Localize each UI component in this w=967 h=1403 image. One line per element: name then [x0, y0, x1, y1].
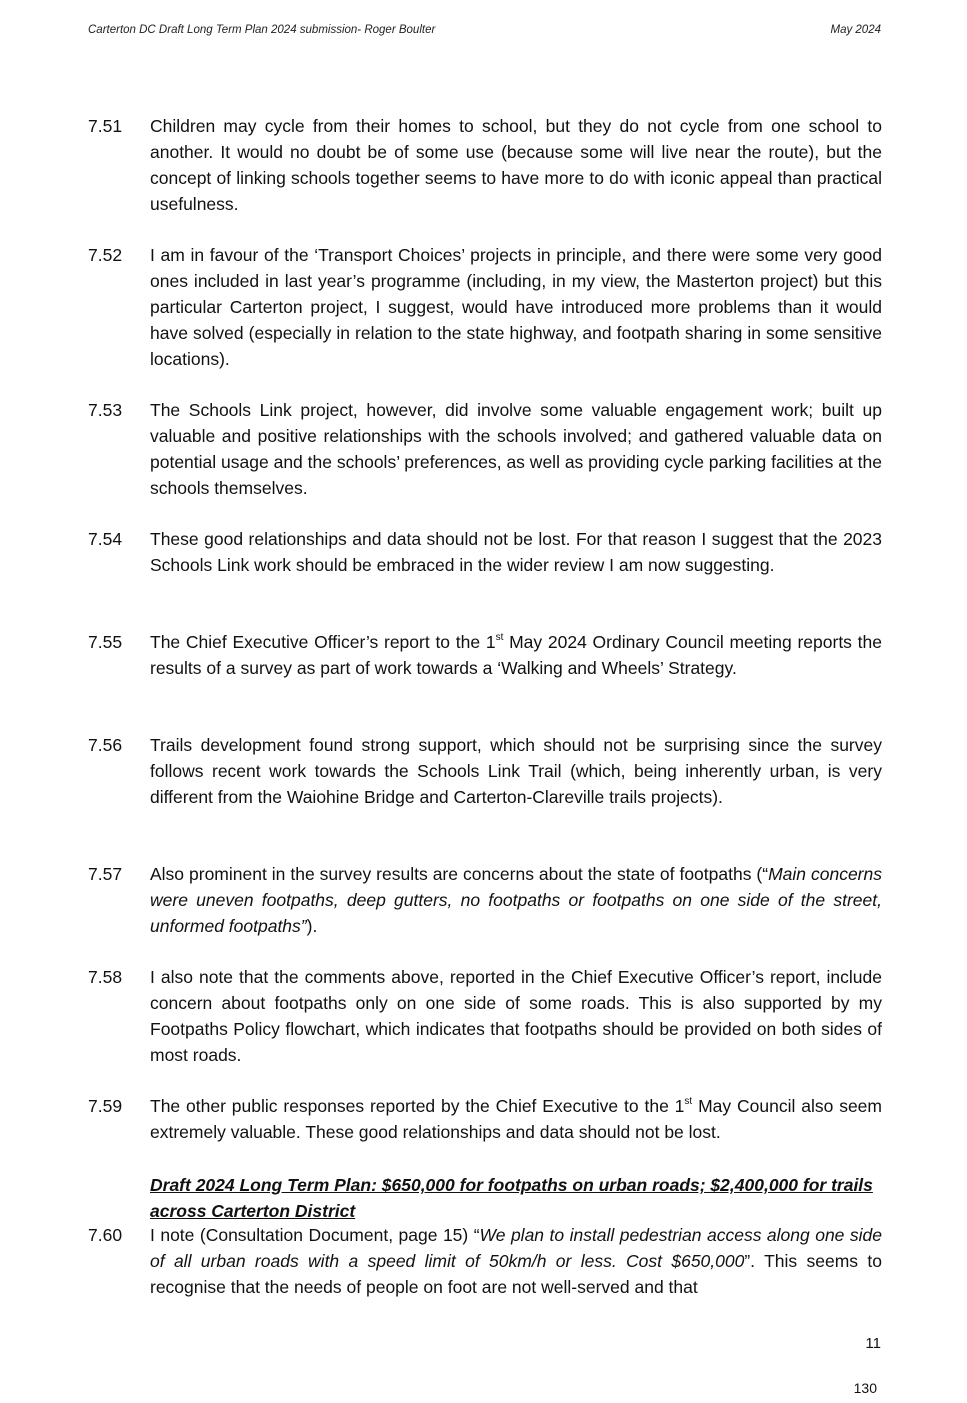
paragraph-7-52: [88, 242, 882, 372]
paragraph-7-54: [88, 526, 882, 578]
paragraph-text: Also prominent in the survey results are concerns about the state of footpaths (“Main concerns were uneven footpaths, deep gutters, no footpaths or footpaths on one side of the street, unformed footpaths”).: [150, 864, 882, 936]
paragraph-text: Trails development found strong support, which should not be surprising since the survey follows recent work towards the Schools Link Trail (which, being inherently urban, is very different from the Waiohine Bridge and Carterton-Clareville trails projects).: [150, 735, 882, 807]
paragraph-text: The Chief Executive Officer’s report to the 1st May 2024 Ordinary Council meeting reports the results of a survey as part of work towards a ‘Walking and Wheels’ Strategy.: [150, 632, 882, 678]
paragraph-text: I note (Consultation Document, page 15) “We plan to install pedestrian access along one side of all urban roads with a speed limit of 50km/h or less. Cost $650,000”. This seems to recognise that the needs of people on foot are not well-served and that: [150, 1225, 882, 1297]
paragraph-text: These good relationships and data should not be lost. For that reason I suggest that the 2023 Schools Link work should be embraced in the wider review I am now suggesting.: [150, 529, 882, 575]
paragraph-text: I am in favour of the ‘Transport Choices’ projects in principle, and there were some very good ones included in last year’s programme (including, in my view, the Masterton project) but this particular Carterton project, I suggest, would have introduced more problems than it would have solved (especially in relation to the state highway, and footpath sharing in some sensitive locations).: [150, 245, 882, 369]
quoted-text: Main concerns were uneven footpaths, deep gutters, no footpaths or footpaths on one side of the street, unformed footpaths”: [150, 864, 882, 936]
paragraph-number: 7.58: [88, 967, 123, 987]
paragraph-text: The other public responses reported by the Chief Executive to the 1st May Council also seem extremely valuable. These good relationships and data should not be lost.: [150, 1096, 882, 1142]
running-header-date: May 2024: [830, 24, 881, 36]
paragraph-7-51: [88, 113, 882, 217]
quoted-text: We plan to install pedestrian access along one side of all urban roads with a speed limit of 50km/h or less. Cost $650,000: [150, 1225, 882, 1271]
paragraph-number: 7.59: [88, 1096, 123, 1116]
paragraph-7-55: [88, 629, 882, 681]
section-heading: Draft 2024 Long Term Plan: $650,000 for footpaths on urban roads; $2,400,000 for trails across Carterton District: [150, 1175, 873, 1221]
paragraph-7-56: [88, 732, 882, 810]
page-number: 11: [865, 1335, 881, 1352]
superscript: st: [495, 632, 504, 644]
paragraph-text: The Schools Link project, however, did involve some valuable engagement work; built up valuable and positive relationships with the schools involved; and gathered valuable data on potential usage and the schools’ preferences, as well as providing cycle parking facilities at the schools themselves.: [150, 400, 882, 498]
paragraph-7-59: [88, 1093, 882, 1145]
paragraph-number: 7.55: [88, 632, 123, 652]
paragraph-7-58: [88, 964, 882, 1068]
paragraph-number: 7.52: [88, 245, 123, 265]
document-page-number: 130: [853, 1380, 877, 1396]
paragraph-number: 7.57: [88, 864, 123, 884]
paragraph-7-60: [88, 1222, 882, 1300]
paragraph-number: 7.53: [88, 400, 123, 420]
paragraph-7-57: [88, 861, 882, 939]
paragraph-number: 7.54: [88, 529, 123, 549]
paragraph-number: 7.51: [88, 116, 123, 136]
paragraph-text: Children may cycle from their homes to school, but they do not cycle from one school to another. It would no doubt be of some use (because some will live near the route), but the concept of linking schools together seems to have more to do with iconic appeal than practical usefulness.: [150, 116, 882, 214]
paragraph-number: 7.60: [88, 1225, 123, 1245]
superscript: st: [684, 1096, 693, 1108]
running-header-title: Carterton DC Draft Long Term Plan 2024 submission- Roger Boulter: [88, 24, 436, 36]
paragraph-7-53: [88, 397, 882, 501]
paragraph-number: 7.56: [88, 735, 123, 755]
paragraph-text: I also note that the comments above, reported in the Chief Executive Officer’s report, include concern about footpaths only on one side of some roads. This is also supported by my Footpaths Policy flowchart, which indicates that footpaths should be provided on both sides of most roads.: [150, 967, 882, 1065]
